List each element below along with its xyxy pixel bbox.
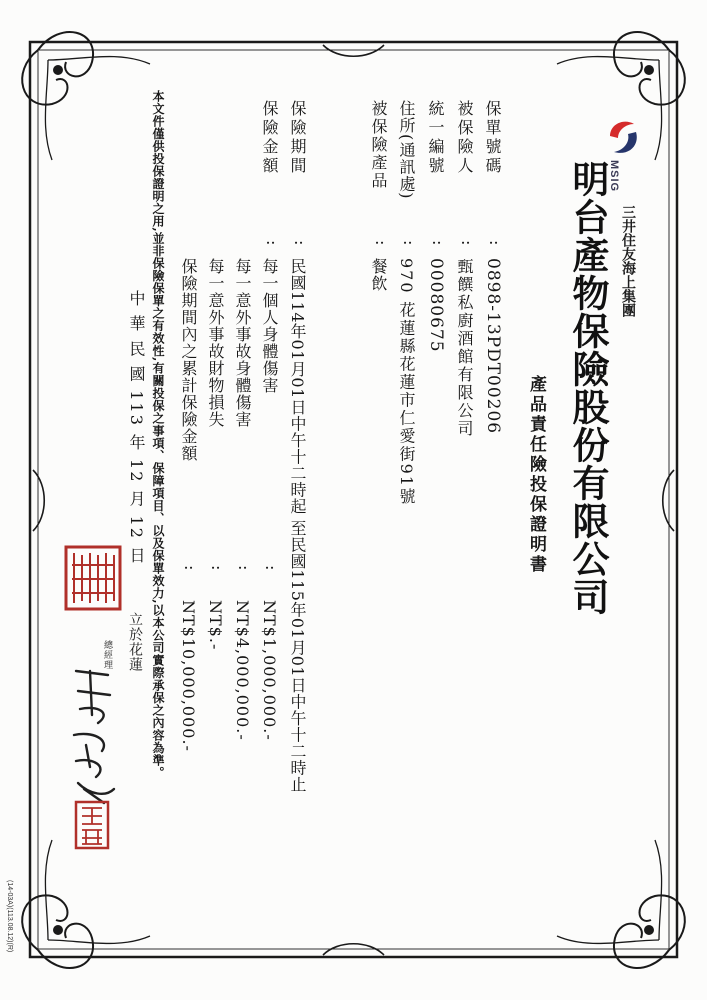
company-seal [64,545,122,611]
msig-logo [606,118,640,160]
field-label-tax-id: 統一編號 [426,100,445,176]
manager-seal [74,800,110,850]
form-code: (14-03A)(113.08.12)(R) [6,880,13,953]
tax-id: 00080675 [426,258,446,353]
company-name: 明台產物保險股份有限公司 [566,160,609,616]
colon: : [262,565,281,572]
colon: : [458,240,477,247]
field-label-amount: 保險金額 [260,100,279,176]
amount-value-property-per-accident: NT$.- [206,600,225,651]
colon: : [181,565,200,572]
amount-value-bodily-per-accident: NT$4,000,000.- [233,600,252,741]
colon: : [208,565,227,572]
field-label-address: 住所(通訊處) [397,100,416,200]
field-label-product: 被保險產品 [369,100,388,190]
colon: : [429,240,448,247]
amount-value-aggregate: NT$10,000,000.- [179,600,198,752]
colon: : [486,240,505,247]
address: 970 花蓮縣花蓮市仁愛街91號 [397,258,416,506]
amount-value-bodily-per-person: NT$1,000,000.- [260,600,279,741]
issue-place: 立於花蓮 [127,612,143,672]
group-name: 三井住友海上集團 [620,205,636,317]
colon: : [235,565,254,572]
insured-product: 餐飲 [369,258,388,292]
colon: : [291,240,310,247]
policy-number: 0898-13PDT00206 [483,258,503,435]
field-label-insured: 被保險人 [455,100,474,176]
insurance-period: 民國114年01月01日中午十二時起 至民國115年01月01日中午十二時止 [288,258,307,793]
amount-item-bodily-per-person: 每一個人身體傷害 [260,258,279,394]
colon: : [263,240,282,247]
logo-text: MSIG [608,160,620,193]
disclaimer-note: 本文件僅供投保證明之用,並非保險保單之有效性,有關投保之事項、保障項目、以及保單效力,以本公司實際承保之內容為準。 [151,90,165,780]
amount-item-property-per-accident: 每一意外事故財物損失 [206,258,225,428]
insured-name: 甄饌私廚酒館有限公司 [455,258,474,438]
amount-item-bodily-per-accident: 每一意外事故身體傷害 [233,258,252,428]
field-label-period: 保險期間 [288,100,307,176]
colon: : [372,240,391,247]
manager-title: 總經理 [102,640,112,670]
document-title: 產品責任險投保證明書 [526,375,546,575]
colon: : [400,240,419,247]
field-label-policy-no: 保單號碼 [483,100,502,176]
msig-logo-icon [606,118,640,156]
manager-signature [68,665,120,805]
issue-date: 中 華 民 國 113 年 12 月 12 日 [127,290,146,566]
amount-item-aggregate: 保險期間內之累計保險金額 [179,258,198,462]
